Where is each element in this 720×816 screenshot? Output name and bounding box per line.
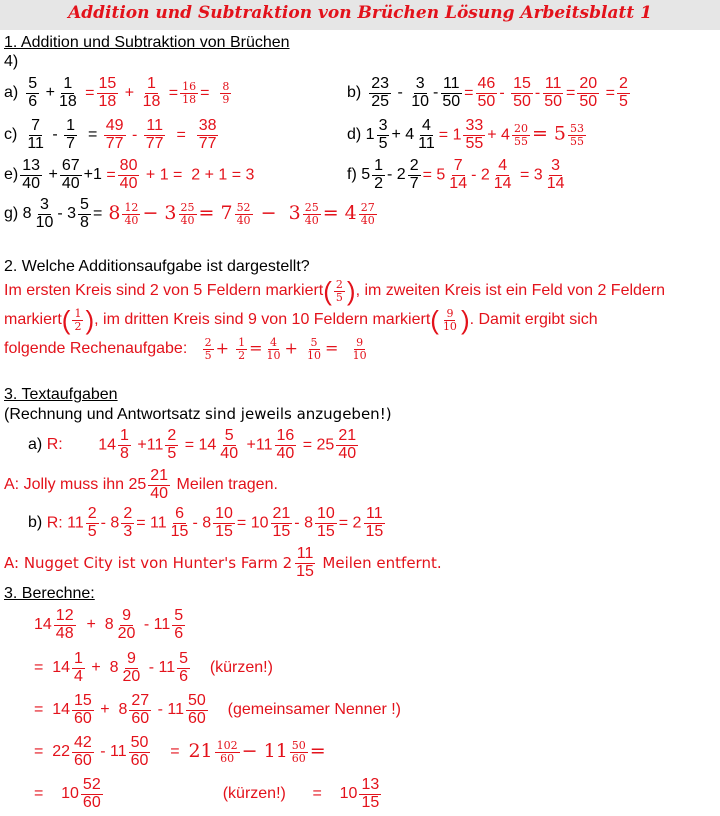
answer-a: A: Jolly muss ihn 25 21 40 Meilen tragen. [4,467,278,502]
task-a-r-label: R: [46,436,63,454]
section2-heading: 2. Welche Additionsaufgabe ist dargestellt? [4,258,310,275]
exercise-a: a) 5 6 + $\frac{1}{18}$ = $\frac{15}{18}$ + $\frac{1}{18}$ = $\frac{16}{18}$ = $\frac{8}{9}$ [4,75,230,110]
section2-line3: folgende Rechenaufgabe: $\frac{2}{5}$ + $\frac{1}{2}$ = $\frac{4}{10}$ + $\frac{5}{10}$ = $\frac{9}{10}$ [4,336,367,362]
s2-text-2c: . Damit ergibt sich [469,311,598,328]
task-a-label: a) [28,436,43,454]
calc-line-2: = 14 1 4 + 8 9 20 - 11 5 6 (kürzen!) [34,650,273,685]
section4-heading: 3. Berechne: [4,585,95,602]
s2-text-1b: , im zweiten Kreis ist ein Feld von 2 Feldern [355,282,666,299]
label-e: e) [4,166,19,184]
note-kuerzen-2: (kürzen!) [222,785,286,803]
note-kuerzen: (kürzen!) [209,659,273,677]
label-b: b) [347,84,362,102]
answer-a-pre: A: Jolly muss ihn 25 [4,476,147,494]
s2-text-3: folgende Rechenaufgabe: [4,340,188,358]
exercise-f: f) 5 1 2 - 2 $\frac{2}{7}$ = 5 $\frac{7}{14}$ - 2 $\frac{4}{14}$ = 3 $\frac{3}{14}$ [347,157,565,192]
page-title: Addition und Subtraktion von Brüchen Lösung Arbeitsblatt 1 [68,3,652,23]
answer-a-post: Meilen tragen. [176,476,278,494]
answer-b: A: Nugget City ist von Hunter's Farm 2 11 15 Meilen entfernt. [4,545,442,580]
exercise-e: e) 13 40 + $\frac{67}{40}$ +1 = $\frac{80}{40}$ + 1 = 2 + 1 = 3 [4,157,255,192]
exercise-c: c) 7 11 - 1 7 = $\frac{49}{77}$ - $\frac{11}{77}$ = $\frac{38}{77}$ [4,117,217,152]
note-part-a: (Rechnung und Antwortsatz [4,406,206,423]
answer-b-post: Meilen entfernt. [322,554,442,573]
note-nenner: (gemeinsamer Nenner !) [227,701,402,719]
section1-heading: 1. Addition und Subtraktion von Brüchen [4,34,290,51]
calc-line-1: 14 12 48 + 8 9 20 - 11 5 6 [34,607,184,642]
calc-line-5: = 10 52 60 (kürzen!) = 10 13 15 [34,776,380,811]
s2-text-1a: Im ersten Kreis sind 2 von 5 Feldern markiert [4,282,324,299]
note-part-b: sind jeweils anzugeben!) [205,405,392,423]
text-task-b: b) R: 11 $\frac{2}{5}$ - 8 $\frac{2}{3}$ = 11 $\frac{6}{15}$ - 8 $\frac{10}{15}$ = 10 $\frac{21}{15}$ - 8 $\frac{10}{15}$ = 2 $\frac{11}{15}$ [28,505,384,540]
exercise-d: d) 1 3 5 + 4 $\frac{4}{11}$ = 1 $\frac{33}{55}$ + 4 $\frac{20}{55}$ = 5 $\frac{53}{55}$ [347,117,585,152]
exercise-b: b) 23 25 - 3 10 - $\frac{11}{50}$ = $\frac{46}{50}$ - $\frac{15}{50}$ - $\frac{11}{50}$ = $\frac{20}{50}$ = $\frac{2}{5}$ [347,75,628,110]
label-a: a) [4,84,19,102]
label-g: g) [4,205,19,223]
task-b-label: b) [28,514,43,532]
calc-line-3: = 14 15 60 + 8 27 60 - 11 50 60 (gemeinsamer Nenner !) [34,692,402,727]
section2-line1: Im ersten Kreis sind 2 von 5 Feldern markiert ( 2 5 ) , im zweiten Kreis ist ein Feld von 2 Feldern [4,276,666,306]
text-task-a: a) R: 14 $\frac{1}{8}$ +11 $\frac{2}{5}$ = 14 $\frac{5}{40}$ +11 $\frac{16}{40}$ = 25 $\frac{21}{40}$ [28,427,357,462]
label-d: d) [347,126,362,144]
exercise-g: g) 8 3 10 - 3 5 8 = 8 $\frac{12}{40}$ − 3 $\frac{25}{40}$ = 7 $\frac{52}{40}$ − 3 $\frac{25}{40}$ = 4 $\frac{27}{40}$ [4,196,375,231]
task-b-r-label: R: 11 [46,514,84,532]
calc-line-4: = 22 42 60 - 11 50 60 = 21 $\frac{102}{60}$ − 11 $\frac{50}{60}$ = [34,734,326,769]
s2-text-2a: markiert [4,311,62,328]
section3-note [4,405,392,424]
label-f: f) [347,166,357,184]
section2-line2: markiert ( 1 2 ) , im dritten Kreis sind 9 von 10 Feldern markiert ( 9 10 ) . Damit ergibt sich [4,305,598,335]
answer-b-pre: A: Nugget City ist von Hunter's Farm 2 [4,554,293,573]
section3-heading: 3. Textaufgaben [4,386,118,403]
label-c: c) [4,126,18,144]
section1-sub: 4) [4,53,19,70]
s2-text-2b: , im dritten Kreis sind 9 von 10 Feldern markiert [94,311,431,328]
